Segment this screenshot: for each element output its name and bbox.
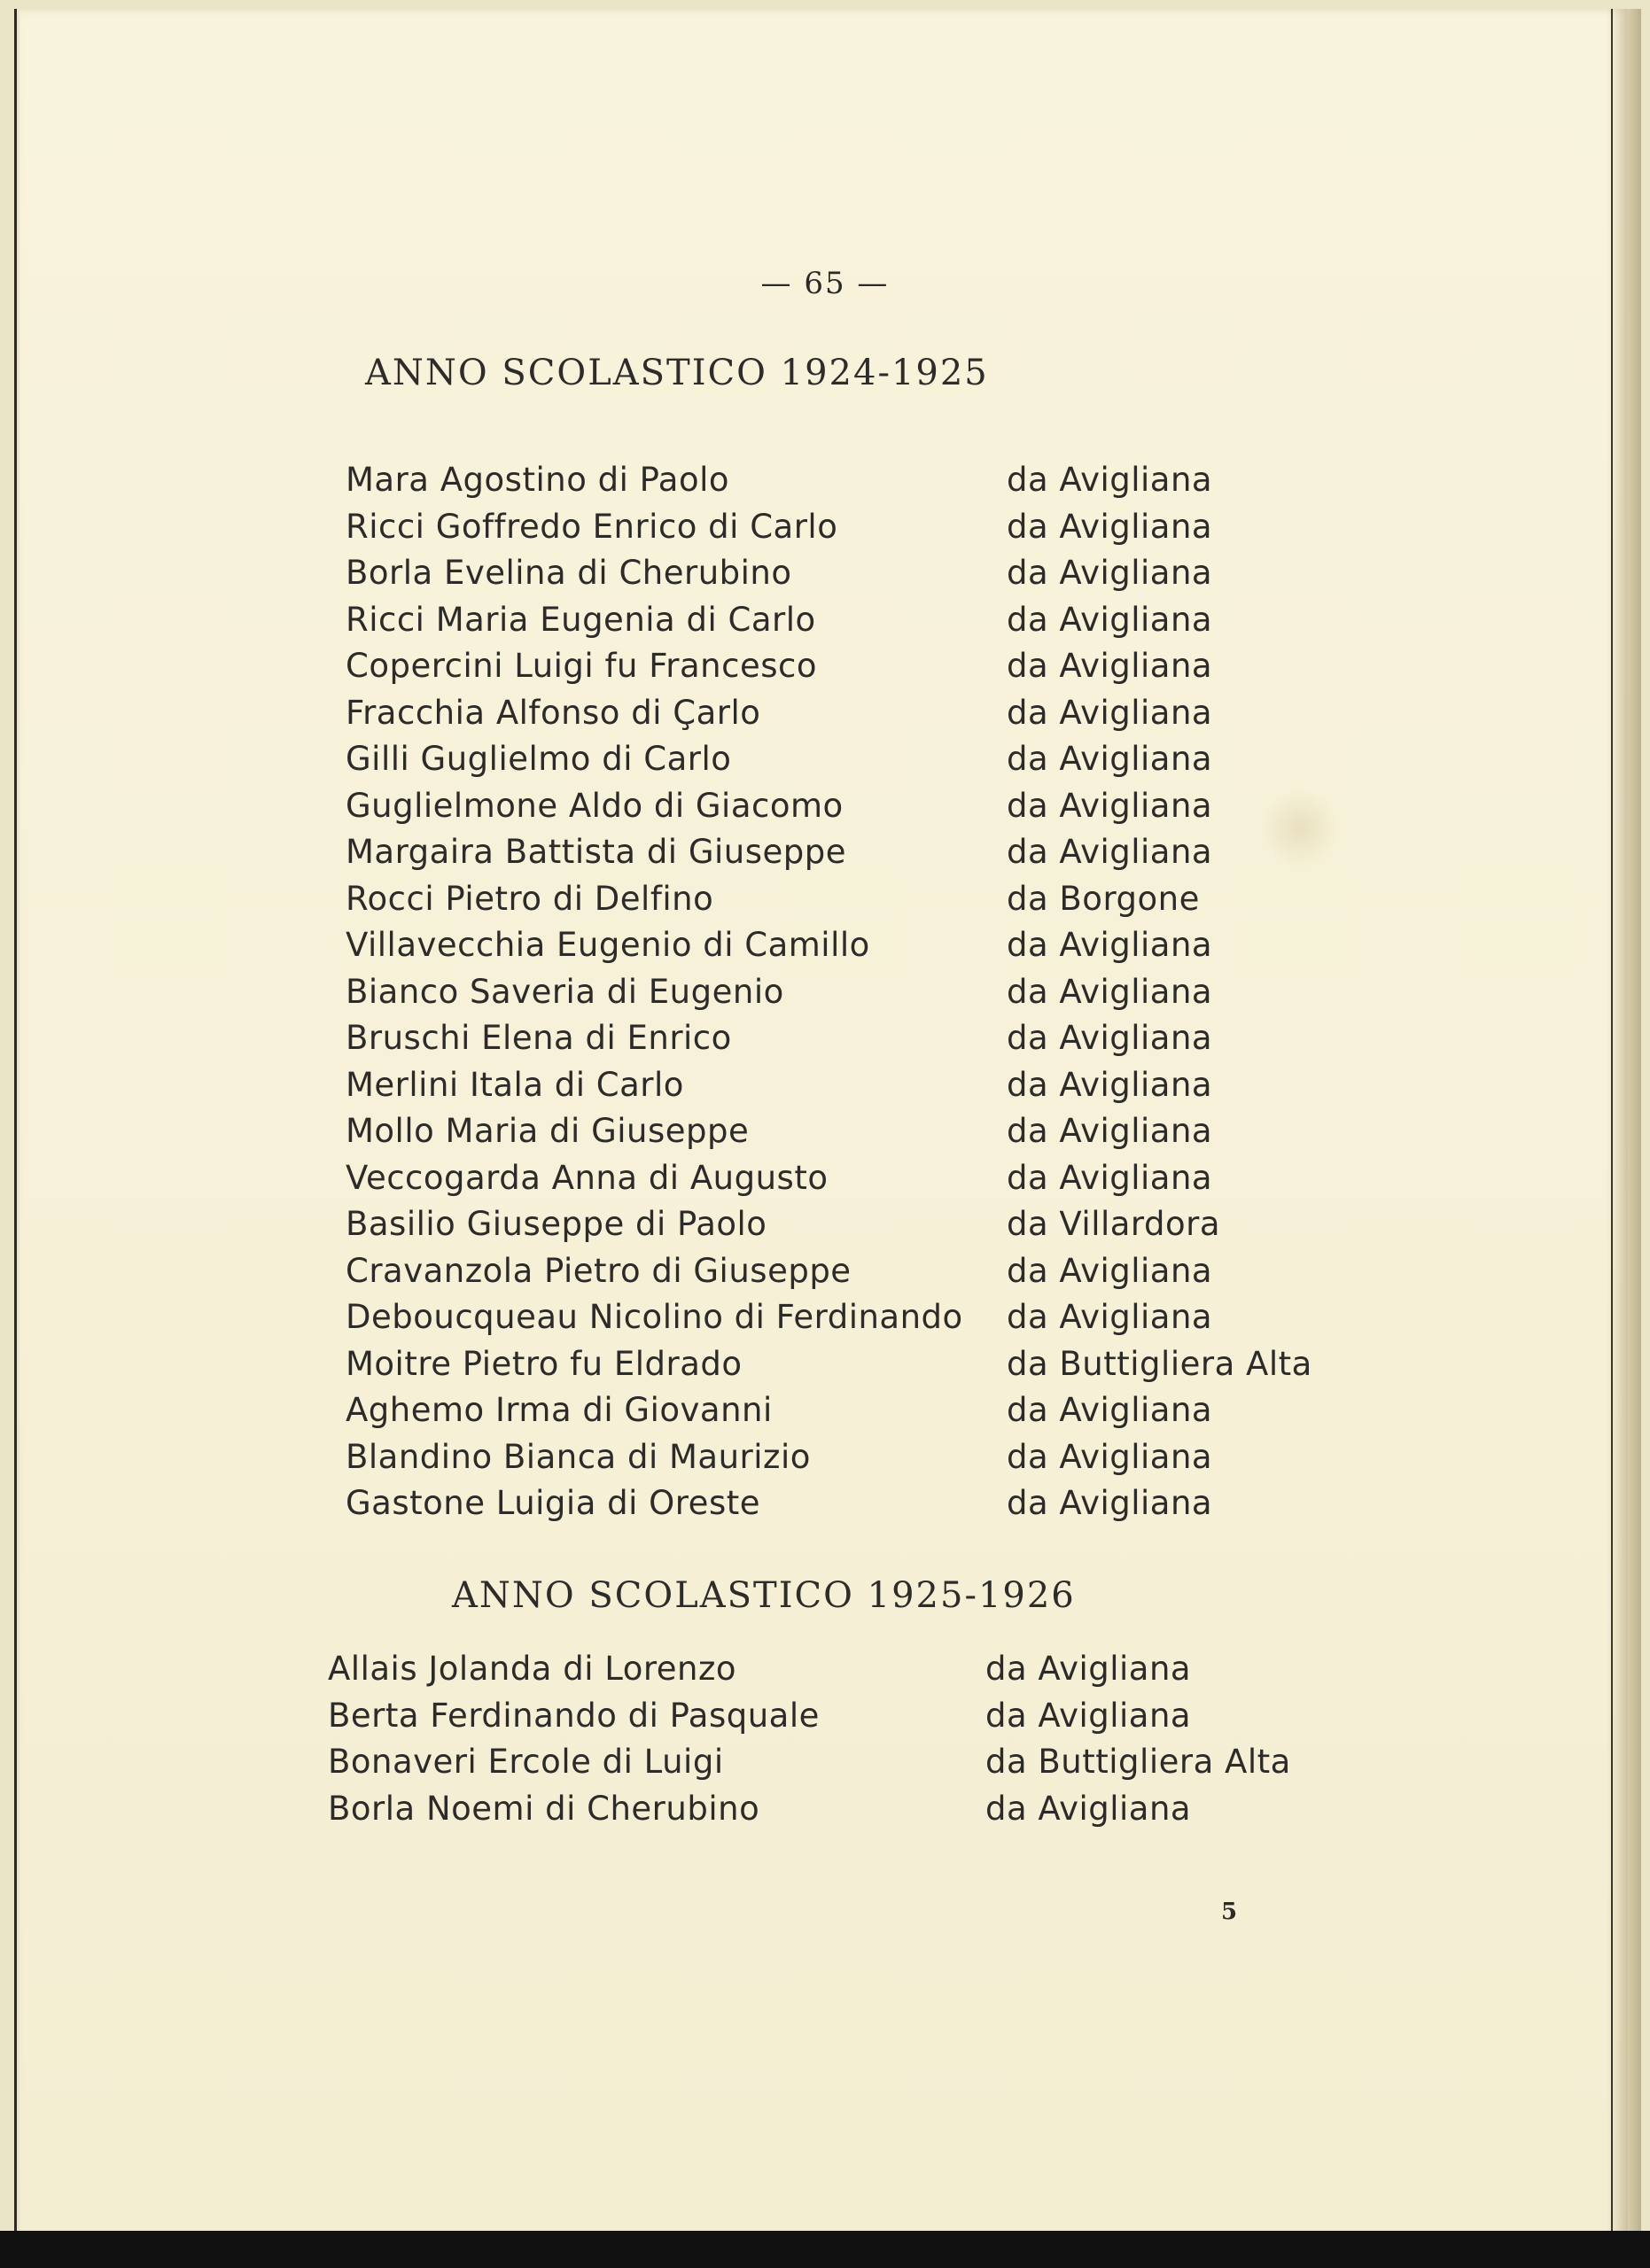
student-origin: da Avigliana bbox=[1007, 1484, 1213, 1522]
student-origin: da Avigliana bbox=[985, 1696, 1192, 1735]
student-name: Merlini Itala di Carlo bbox=[346, 1065, 684, 1104]
student-name: Moitre Pietro fu Eldrado bbox=[346, 1344, 743, 1383]
student-name: Aghemo Irma di Giovanni bbox=[346, 1391, 773, 1429]
student-origin: da Avigliana bbox=[1007, 1298, 1213, 1336]
student-origin: da Avigliana bbox=[1007, 786, 1213, 825]
student-origin: da Avigliana bbox=[1007, 1251, 1213, 1290]
student-name: Mollo Maria di Giuseppe bbox=[346, 1112, 750, 1150]
student-origin: da Avigliana bbox=[1007, 647, 1213, 685]
right-page-edge bbox=[1611, 9, 1613, 2237]
paper-stain bbox=[1260, 788, 1340, 868]
student-name: Gilli Guglielmo di Carlo bbox=[346, 740, 732, 778]
student-origin: da Avigliana bbox=[985, 1789, 1192, 1828]
student-origin: da Avigliana bbox=[1007, 1112, 1213, 1150]
page-number: — 65 — bbox=[760, 266, 890, 301]
student-origin: da Avigliana bbox=[1007, 600, 1213, 639]
student-origin: da Avigliana bbox=[1007, 740, 1213, 778]
student-name: Margaira Battista di Giuseppe bbox=[346, 833, 847, 871]
student-name: Cravanzola Pietro di Giuseppe bbox=[346, 1251, 852, 1290]
student-name: Bonaveri Ercole di Luigi bbox=[328, 1743, 724, 1781]
student-origin: da Avigliana bbox=[1007, 833, 1213, 871]
student-origin: da Avigliana bbox=[1007, 461, 1213, 499]
student-origin: da Avigliana bbox=[985, 1650, 1192, 1688]
student-name: Allais Jolanda di Lorenzo bbox=[328, 1650, 737, 1688]
student-origin: da Avigliana bbox=[1007, 1158, 1213, 1197]
student-name: Mara Agostino di Paolo bbox=[346, 461, 729, 499]
student-origin: da Buttigliera Alta bbox=[1007, 1344, 1312, 1383]
student-origin: da Avigliana bbox=[1007, 1019, 1213, 1057]
student-name: Guglielmone Aldo di Giacomo bbox=[346, 786, 844, 825]
section-title-1924-1925: ANNO SCOLASTICO 1924-1925 bbox=[365, 353, 989, 393]
student-name: Bianco Saveria di Eugenio bbox=[346, 972, 784, 1011]
left-binding-edge bbox=[14, 9, 17, 2237]
student-origin: da Avigliana bbox=[1007, 926, 1213, 964]
student-name: Gastone Luigia di Oreste bbox=[346, 1484, 760, 1522]
student-name: Villavecchia Eugenio di Camillo bbox=[346, 926, 870, 964]
student-origin: da Avigliana bbox=[1007, 1437, 1213, 1476]
student-name: Ricci Goffredo Enrico di Carlo bbox=[346, 507, 838, 546]
student-name: Basilio Giuseppe di Paolo bbox=[346, 1205, 767, 1243]
student-origin: da Villardora bbox=[1007, 1205, 1221, 1243]
student-origin: da Avigliana bbox=[1007, 972, 1213, 1011]
student-name: Berta Ferdinando di Pasquale bbox=[328, 1696, 820, 1735]
student-name: Rocci Pietro di Delfino bbox=[346, 879, 714, 918]
student-name: Veccogarda Anna di Augusto bbox=[346, 1158, 829, 1197]
student-name: Fracchia Alfonso di Çarlo bbox=[346, 693, 761, 732]
student-name: Deboucqueau Nicolino di Ferdinando bbox=[346, 1298, 963, 1336]
student-origin: da Borgone bbox=[1007, 879, 1200, 918]
student-origin: da Avigliana bbox=[1007, 507, 1213, 546]
student-name: Borla Evelina di Cherubino bbox=[346, 554, 792, 592]
student-name: Blandino Bianca di Maurizio bbox=[346, 1437, 811, 1476]
student-origin: da Avigliana bbox=[1007, 1391, 1213, 1429]
student-name: Ricci Maria Eugenia di Carlo bbox=[346, 600, 816, 639]
student-name: Copercini Luigi fu Francesco bbox=[346, 647, 817, 685]
student-name: Bruschi Elena di Enrico bbox=[346, 1019, 732, 1057]
paper-sheet bbox=[19, 9, 1628, 2237]
student-origin: da Avigliana bbox=[1007, 1065, 1213, 1104]
section-title-1925-1926: ANNO SCOLASTICO 1925-1926 bbox=[452, 1575, 1076, 1616]
scan-bottom-border bbox=[0, 2231, 1650, 2268]
student-origin: da Buttigliera Alta bbox=[985, 1743, 1291, 1781]
signature-mark: 5 bbox=[1221, 1899, 1238, 1925]
student-origin: da Avigliana bbox=[1007, 693, 1213, 732]
student-name: Borla Noemi di Cherubino bbox=[328, 1789, 760, 1828]
student-origin: da Avigliana bbox=[1007, 554, 1213, 592]
